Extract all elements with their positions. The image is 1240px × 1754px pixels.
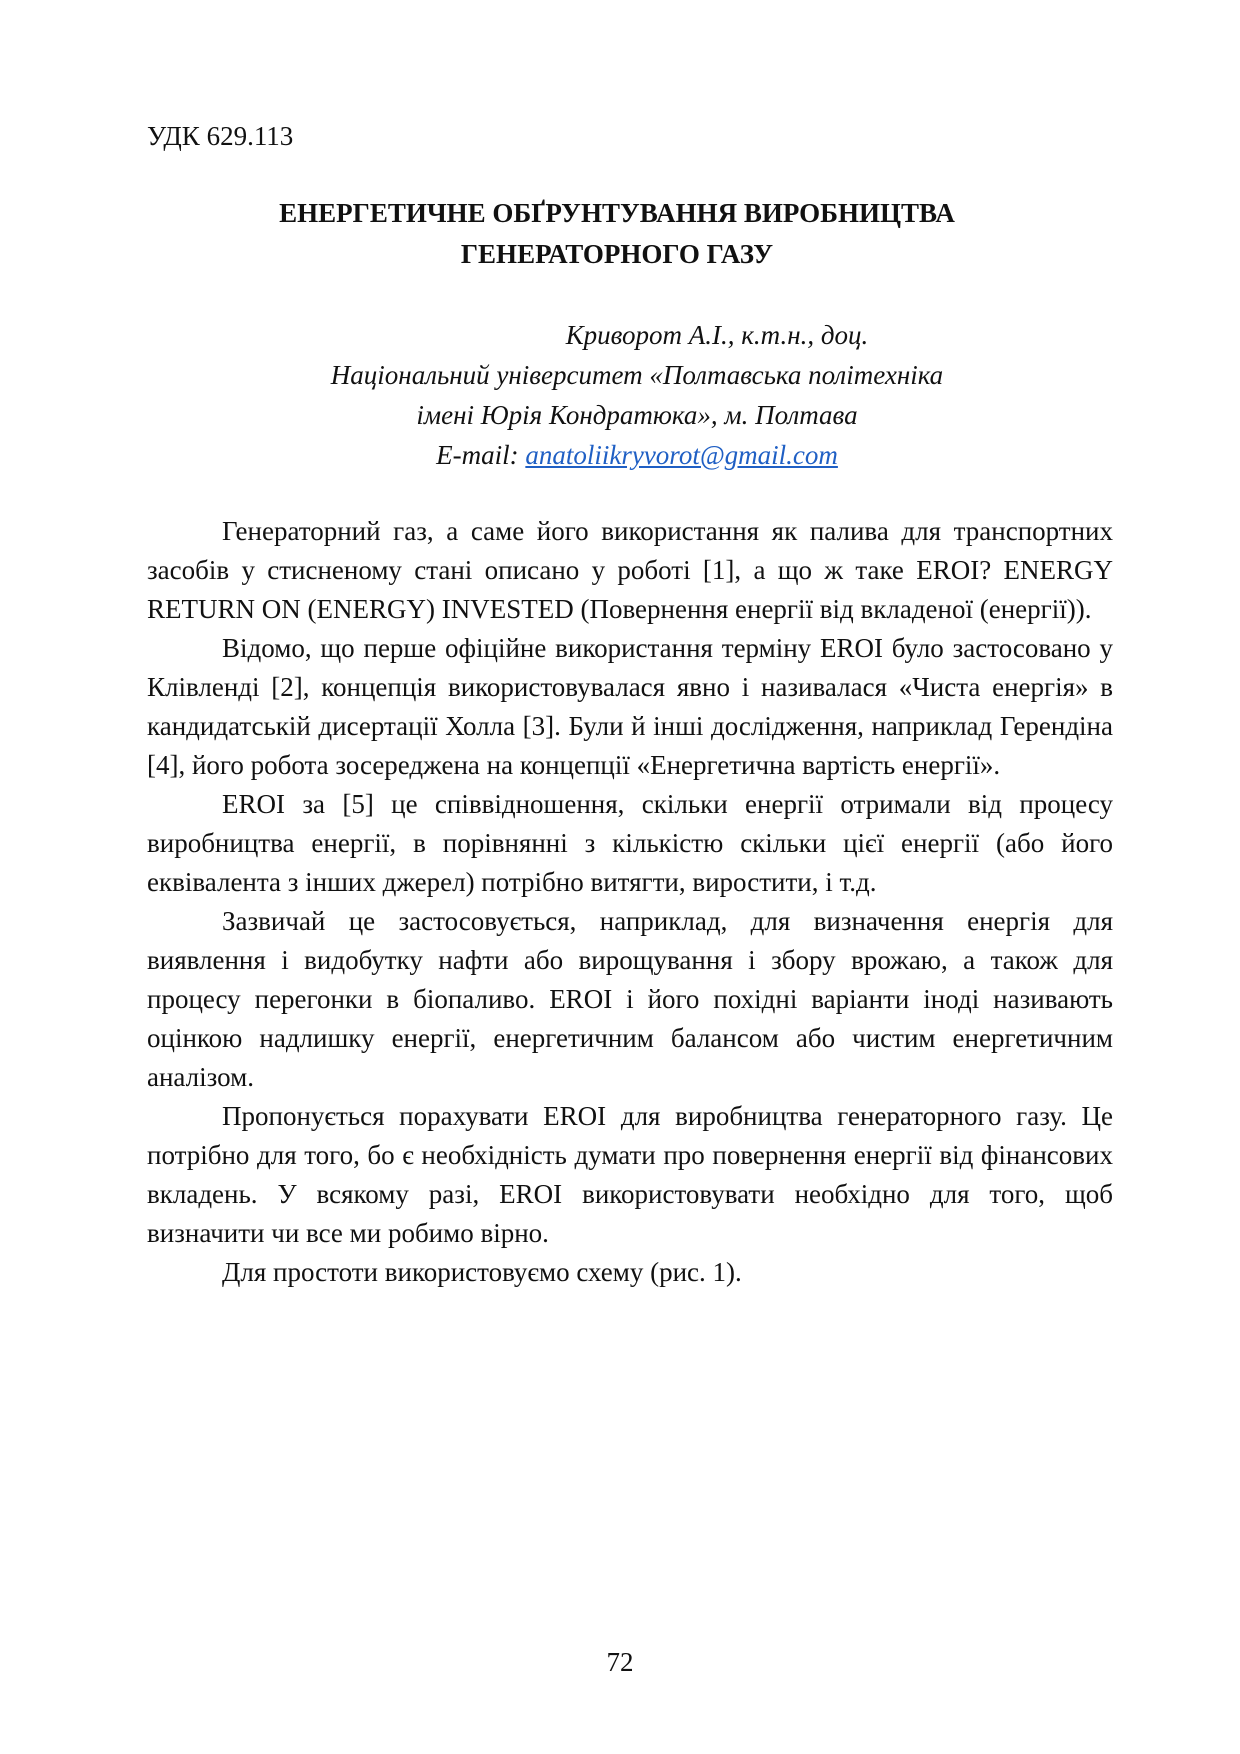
paragraph: Відомо, що перше офіційне використання терміну EROI було застосовано у Клівленді [2], концепція використовувалася явно і називалася «Чиста енергія» в кандидатській дисертації Холла [3]. Були й інші дослідження, наприклад Герендіна [4], його робота зосереджена на концепції «Енергетична вартість енергії». [147,633,1113,780]
author-name: Криворот А.І., к.т.н., доц. [565,320,869,350]
email-label: E-mail: [436,440,526,470]
page-number: 72 [606,1647,634,1677]
title-line-1: ЕНЕРГЕТИЧНЕ ОБҐРУНТУВАННЯ ВИРОБНИЦТВА [279,198,955,228]
paragraph: Генераторний газ, а саме його використання як палива для транспортних засобів у стисненому стані описано у роботі [1], а що ж таке EROI? ENERGY RETURN ON (ENERGY) INVESTED (Повернення енергії від вкладеної (енергії)). [147,516,1113,624]
email-link[interactable]: anatoliikryvorot@gmail.com [525,440,838,470]
author-affiliation-line-1: Національний університет «Полтавська політехніка [330,360,944,390]
author-affiliation-line-2: імені Юрія Кондратюка», м. Полтава [416,400,858,430]
paragraph: Пропонується порахувати EROI для виробництва генераторного газу. Це потрібно для того, бо є необхідність думати про повернення енергії від фінансових вкладень. У всякому разі, EROI використовувати необхідно для того, щоб визначити чи все ми робимо вірно. [147,1101,1113,1248]
paragraph: Зазвичай це застосовується, наприклад, для визначення енергія для виявлення і видобутку нафти або вирощування і збору врожаю, а також для процесу перегонки в біопаливо. EROI і його похідні варіанти іноді називають оцінкою надлишку енергії, енергетичним балансом або чистим енергетичним аналізом. [147,906,1113,1092]
author-email-line [147,437,1127,473]
udc-code: УДК 629.113 [147,121,294,151]
title-line-2: ГЕНЕРАТОРНОГО ГАЗУ [460,239,774,269]
paragraph: Для простоти використовуємо схему (рис. 1). [222,1257,742,1287]
body-text [147,512,1113,1292]
paragraph: EROI за [5] це співвідношення, скільки енергії отримали від процесу виробництва енергії, в порівнянні з кількістю скільки цієї енергії (або його еквівалента з інших джерел) потрібно витягти, виростити, і т.д. [147,789,1113,897]
